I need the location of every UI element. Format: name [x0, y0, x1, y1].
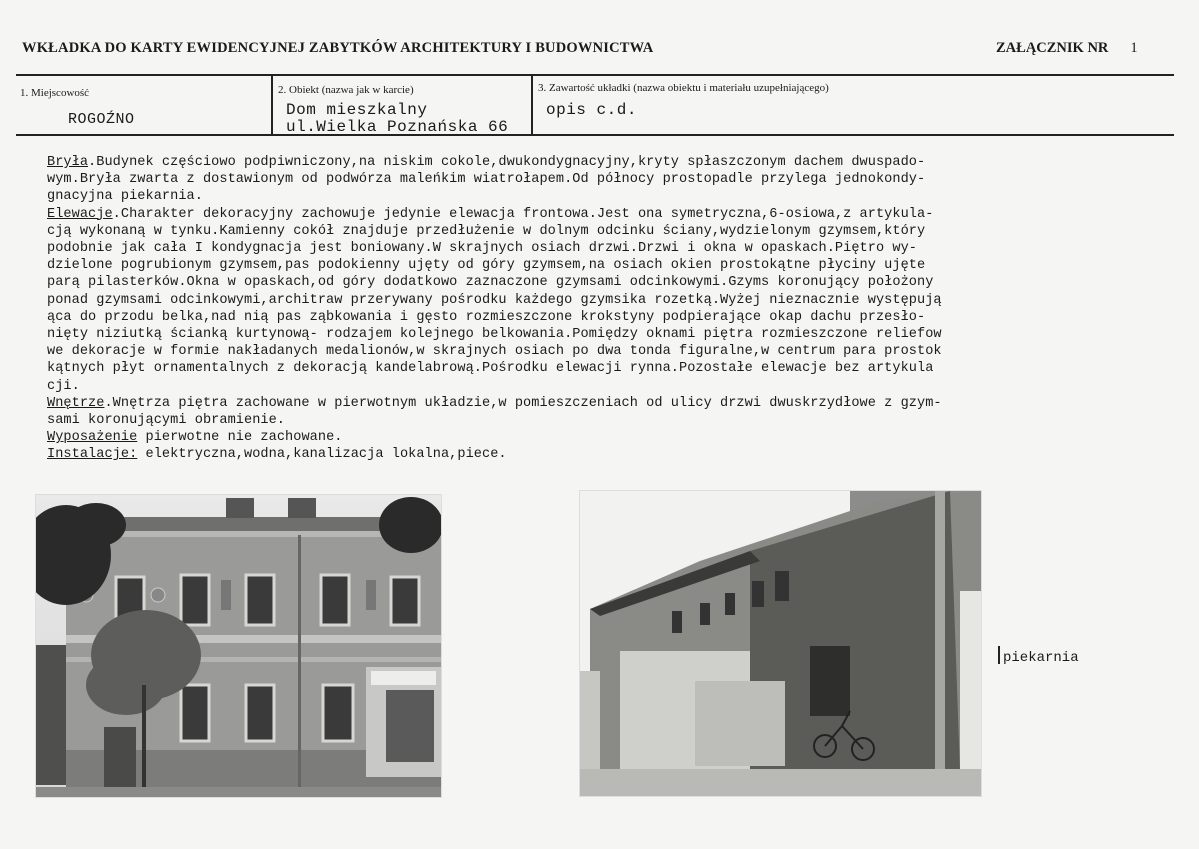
description-segment: ponad gzymsami odcinkowymi,architraw przerywany pośrodku każdego gzymsika rozetką.Wyżej nieznacznie występują [47, 292, 942, 308]
attachment-number: 1 [1130, 40, 1138, 56]
description-segment: .Charakter dekoracyjny zachowuje jedynie elewacja frontowa.Jest ona symetryczna,6-osiowa,z artykula- [112, 206, 934, 222]
description-segment: elektryczna,wodna,kanalizacja lokalna,piece. [137, 447, 507, 463]
description-segment: wym.Bryła zwarta z dostawionym od podwórza maleńkim wiatrołapem.Od północy prostopadle przylega jednokondy- [47, 172, 926, 188]
header-rule-top [16, 74, 1174, 76]
description-line [47, 274, 1177, 291]
description-segment: parą pilasterków.Okna w opaskach,od góry dodatkowo zaznaczone gzymsami odcinkowymi.Gzyms koronujący położony [47, 275, 934, 291]
description-line [47, 240, 1177, 257]
attachment-heading [996, 40, 1138, 57]
description-line [47, 223, 1177, 240]
description-line [47, 154, 1177, 171]
description-line [47, 326, 1177, 343]
description-segment: ąca do przodu belka,nad nią pas ząbkowania i gęsto rozmieszczone krokstyny podpierające okap dachu przesło- [47, 309, 926, 325]
object-value-line2: ul.Wielka Poznańska 66 [286, 118, 509, 136]
description-line [47, 309, 1177, 326]
description-segment: cją wykonaną w tynku.Kamienny cokół znajduje przedłużenie w dolnym odcinku ściany,wydzielonym gzymsem,który [47, 223, 926, 239]
description-line [47, 188, 1177, 205]
contents-label: 3. Zawartość układki (nazwa obiektu i materiału uzupełniającego) [538, 82, 829, 94]
locality-label: 1. Miejscowość [20, 87, 90, 99]
header-rule-bottom [16, 134, 1174, 136]
description-line [47, 292, 1177, 309]
contents-value: opis c.d. [546, 101, 637, 119]
section-heading: Bryła [47, 155, 89, 170]
description-line [47, 446, 1177, 463]
section-heading: Wyposażenie [47, 430, 138, 446]
description-segment: dzielone pogrubionym gzymsem,pas podokienny ujęty od góry gzymsem,na osiach okien prostokątne płyciny ujęte [47, 258, 926, 274]
description-segment: kątnych płyt ornamentalnych z dekoracją kandelabrową.Pośrodku elewacji rynna.Pozostałe elewacje bez artykula [47, 361, 934, 377]
description-segment: .Budynek częściowo podpiwniczony,na niskim cokole,dwukondygnacyjny,kryty spłaszczonym dachem dwuspado- [88, 155, 926, 170]
description-segment: .Wnętrza piętra zachowane w pierwotnym układzie,w pomieszczeniach od ulicy drzwi dwuskrzydłowe z gzym- [104, 395, 942, 411]
courtyard-bakery-image [580, 491, 981, 796]
description-segment: cji. [47, 378, 80, 394]
field-divider-2 [531, 76, 533, 134]
bakery-caption-text: piekarnia [1003, 650, 1079, 666]
description-line [47, 257, 1177, 274]
description-segment: sami koronującymi obramienie. [47, 413, 286, 429]
description-line [47, 171, 1177, 188]
description-segment: gnacyjna piekarnia. [47, 189, 203, 205]
description-segment: pierwotne nie zachowane. [137, 430, 343, 446]
description-line [47, 206, 1177, 223]
description-line [47, 395, 1177, 412]
section-heading: Instalacje: [47, 447, 138, 463]
description-line [47, 343, 1177, 360]
description-segment: nięty niziutką ścianką kurtynową- rodzajem kolejnego belkowania.Pomiędzy oknami piętra rozmieszczone reliefow [47, 327, 942, 343]
description-line [47, 412, 1177, 429]
locality-value: ROGOŹNO [68, 111, 135, 128]
section-heading: Wnętrze [47, 395, 105, 411]
description-line [47, 429, 1177, 446]
description-segment: we dekoracje w formie nakładanych medalionów,w skrajnych osiach po dwa tonda figuralne,w centrum para prostok [47, 344, 942, 360]
front-facade-photo [36, 495, 441, 797]
front-facade-image [36, 495, 441, 797]
section-heading: Elewacje [47, 206, 113, 222]
description-line [47, 360, 1177, 377]
form-title: WKŁADKA DO KARTY EWIDENCYJNEJ ZABYTKÓW ARCHITEKTURY I BUDOWNICTWA [22, 40, 654, 56]
attachment-label: ZAŁĄCZNIK NR [996, 40, 1109, 56]
caption-marker [998, 646, 1000, 664]
description-line [47, 378, 1177, 395]
field-divider-1 [271, 76, 273, 134]
courtyard-bakery-photo [580, 491, 981, 796]
description-segment: podobnie jak cała I kondygnacja jest boniowany.W skrajnych osiach drzwi.Drzwi i okna w opaskach.Piętro wy- [47, 241, 918, 257]
description-text [47, 154, 1177, 464]
bakery-caption [998, 646, 1079, 666]
object-label: 2. Obiekt (nazwa jak w karcie) [278, 84, 414, 96]
object-value-line1: Dom mieszkalny [286, 101, 428, 119]
